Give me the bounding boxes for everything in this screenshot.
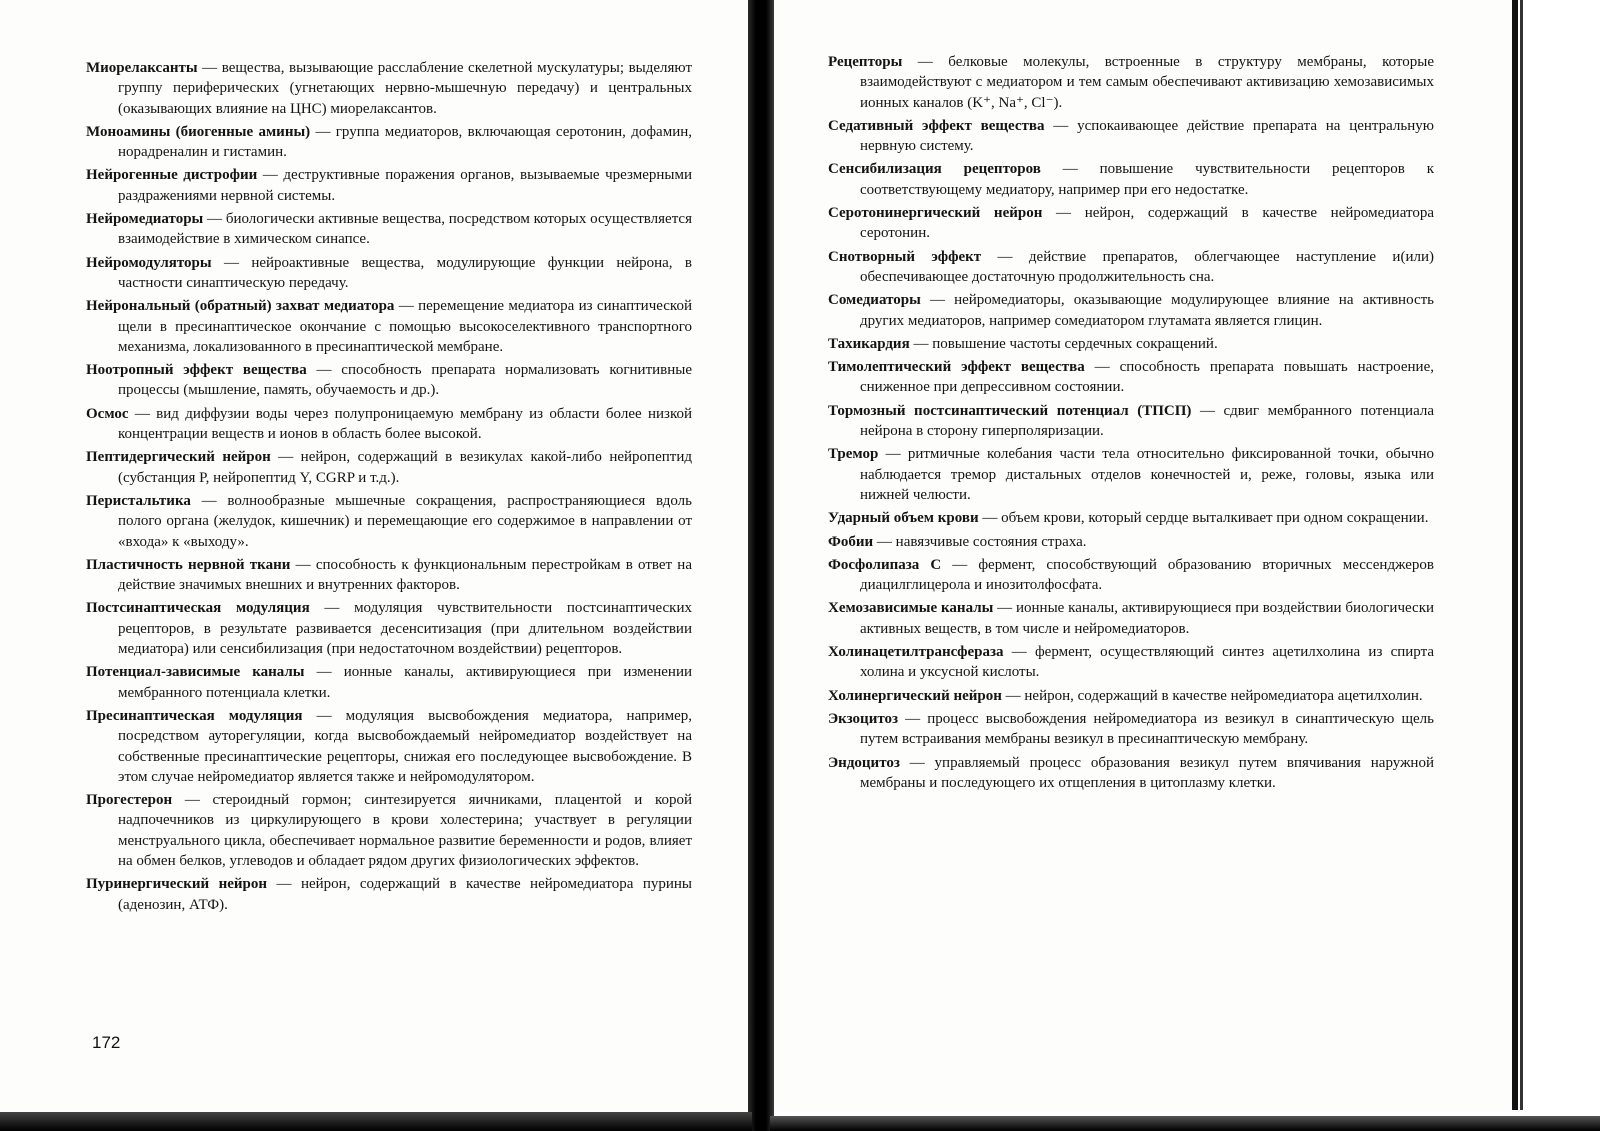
glossary-term: Нейромодуляторы bbox=[86, 254, 212, 271]
glossary-entry bbox=[86, 404, 692, 445]
glossary-entry bbox=[828, 532, 1434, 552]
glossary-entry bbox=[86, 122, 692, 163]
glossary-entry bbox=[86, 209, 692, 250]
glossary-term: Тремор bbox=[828, 446, 879, 463]
glossary-term: Эндоцитоз bbox=[828, 754, 900, 771]
glossary-term: Пресинаптическая модуляция bbox=[86, 707, 303, 724]
glossary-term: Пептидергический нейрон bbox=[86, 449, 271, 466]
glossary-term: Ноотропный эффект вещества bbox=[86, 362, 307, 379]
glossary-term: Пуринергический нейрон bbox=[86, 876, 268, 893]
right-page-edge-shadow bbox=[1512, 0, 1518, 1110]
glossary-definition: — нейрон, содержащий в качестве нейромедиатора серотонин. bbox=[860, 205, 1434, 242]
glossary-term: Осмос bbox=[86, 405, 129, 422]
glossary-term: Нейрональный (обратный) захват медиатора bbox=[86, 298, 395, 315]
glossary-definition: — способность к функциональным перестройкам в ответ на действие значимых внешних и внутренних факторов. bbox=[118, 556, 692, 594]
glossary-definition: — успокаивающее действие препарата на центральную нервную систему. bbox=[860, 117, 1434, 155]
glossary-definition: — модуляция высвобождения медиатора, например, посредством ауторегуляции, когда высвобождаемый нейромедиатор воздействует на собственные пресинаптические рецепторы, снижая его последующее высвобождение. В этом случае нейромедиатор является также и нейромодулятором. bbox=[118, 707, 692, 785]
glossary-definition: — перемещение медиатора из синаптической щели в пресинаптическое окончание с помощью высокоселективного транспортного механизма, локализованного в пресинаптической мембране. bbox=[118, 298, 692, 355]
glossary-definition: — ионные каналы, активирующиеся при воздействии биологически активных веществ, в том числе и нейромедиаторов. bbox=[860, 600, 1435, 637]
glossary-entry bbox=[828, 159, 1434, 200]
glossary-term: Потенциал-зависимые каналы bbox=[86, 664, 305, 681]
glossary-definition: — нейрон, содержащий в везикулах какой-либо нейропептид (субстанция Р, нейропептид Y, CGRP и т.д.). bbox=[118, 449, 692, 486]
glossary-definition: — биологически активные вещества, посредством которых осуществляется взаимодействие в химическом синапсе. bbox=[118, 211, 692, 248]
glossary-definition: — белковые молекулы, встроенные в структуру мембраны, которые взаимодействуют с медиатором и тем самым обеспечивают активизацию хемозависимых ионных каналов (K⁺, Na⁺, Cl⁻). bbox=[860, 54, 1434, 111]
glossary-definition: — фермент, осуществляющий синтез ацетилхолина из спирта холина и уксусной кислоты. bbox=[860, 644, 1434, 681]
glossary-entry bbox=[828, 357, 1434, 398]
glossary-definition: — повышение частоты сердечных сокращений. bbox=[909, 335, 1218, 352]
glossary-definition: — процесс высвобождения нейромедиатора из везикул в синаптическую щель путем встраивания мембраны везикул в пресинаптическую мембрану. bbox=[860, 710, 1434, 748]
glossary-term: Перистальтика bbox=[86, 492, 191, 509]
glossary-definition: — нейрон, содержащий в качестве нейромедиатора пурины (аденозин, АТФ). bbox=[118, 876, 692, 913]
glossary-term: Холинергический нейрон bbox=[828, 687, 1002, 704]
glossary-term: Холинацетилтрансфераза bbox=[828, 644, 1004, 661]
glossary-entry bbox=[828, 709, 1434, 750]
right-page-bottom-edge bbox=[770, 1116, 1600, 1131]
glossary-entry bbox=[86, 598, 692, 659]
glossary-term: Ударный объем крови bbox=[828, 510, 979, 527]
left-page-bottom-edge bbox=[0, 1112, 752, 1131]
glossary-definition: — модуляция чувствительности постсинаптических рецепторов, в результате развивается десенситизация (при длительном воздействии медиатора) или сенсибилизация (при недостаточном воздействии) рецепторов. bbox=[118, 600, 692, 658]
glossary-entry bbox=[828, 52, 1434, 113]
glossary-term: Тимолептический эффект вещества bbox=[828, 359, 1085, 376]
glossary-term: Фобии bbox=[828, 533, 874, 550]
glossary-definition: — вид диффузии воды через полупроницаемую мембрану из области более низкой концентрации веществ и ионов в область более высокой. bbox=[118, 405, 692, 443]
glossary-entry bbox=[86, 253, 692, 294]
glossary-term: Серотонинергический нейрон bbox=[828, 205, 1043, 222]
glossary-entry bbox=[86, 165, 692, 206]
glossary-definition: — навязчивые состояния страха. bbox=[873, 533, 1087, 550]
page-number: 172 bbox=[92, 1033, 121, 1052]
glossary-term: Снотворный эффект bbox=[828, 248, 982, 265]
glossary-entry bbox=[86, 662, 692, 703]
glossary-entry bbox=[828, 247, 1434, 288]
glossary-term: Моноамины (биогенные амины) bbox=[86, 123, 311, 140]
glossary-entry bbox=[828, 508, 1434, 528]
glossary-definition: — группа медиаторов, включающая серотонин, дофамин, норадреналин и гистамин. bbox=[118, 123, 692, 161]
glossary-definition: — управляемый процесс образования везикул путем впячивания наружной мембраны и последующего их отщепления в цитоплазму клетки. bbox=[860, 754, 1434, 791]
glossary-entry bbox=[828, 444, 1434, 505]
glossary-definition: — стероидный гормон; синтезируется яичниками, плацентой и корой надпочечников из циркулирующего в крови холестерина; участвует в регуляции менструального цикла, обеспечивает нормальное развитие беременности и родов, влияет на обмен белков, углеводов и обладает рядом других физиологических эффектов. bbox=[118, 792, 692, 869]
glossary-definition: — нейромедиаторы, оказывающие модулирующее влияние на активность других медиаторов, например сомедиатором глутамата является глицин. bbox=[860, 292, 1434, 329]
glossary-entry bbox=[828, 334, 1434, 354]
glossary-term: Седативный эффект вещества bbox=[828, 117, 1045, 134]
glossary-term: Нейромедиаторы bbox=[86, 211, 204, 228]
glossary-entry bbox=[86, 555, 692, 596]
glossary-term: Сомедиаторы bbox=[828, 292, 921, 309]
book-spine-shadow bbox=[748, 0, 774, 1131]
glossary-entry bbox=[86, 296, 692, 357]
glossary-term: Экзоцитоз bbox=[828, 710, 899, 727]
glossary-entry bbox=[828, 686, 1434, 706]
glossary-term: Постсинаптическая модуляция bbox=[86, 600, 310, 617]
glossary-entry bbox=[828, 290, 1434, 331]
glossary-entry bbox=[86, 790, 692, 871]
glossary-definition: — ритмичные колебания части тела относительно фиксированной точки, обычно наблюдается тремор дистальных отделов конечностей и, реже, головы, языка или нижней челюсти. bbox=[860, 446, 1434, 503]
glossary-definition: — волнообразные мышечные сокращения, распространяющиеся вдоль полого органа (желудок, кишечник) и перемещающие его содержимое в направлении от «входа» к «выходу». bbox=[118, 492, 692, 550]
glossary-entry bbox=[828, 401, 1434, 442]
glossary-term: Прогестерон bbox=[86, 792, 173, 809]
glossary-definition: — способность препарата повышать настроение, сниженное при депрессивном состоянии. bbox=[860, 359, 1434, 396]
glossary-term: Сенсибилизация рецепторов bbox=[828, 161, 1041, 178]
glossary-definition: — сдвиг мембранного потенциала нейрона в сторону гиперполяризации. bbox=[860, 402, 1435, 440]
glossary-definition: — нейрон, содержащий в качестве нейромедиатора ацетилхолин. bbox=[1001, 687, 1423, 704]
glossary-term: Пластичность нервной ткани bbox=[86, 556, 291, 573]
glossary-definition: — действие препаратов, облегчающее наступление и(или) обеспечивающее достаточную продолжительность сна. bbox=[860, 248, 1434, 285]
glossary-definition: — способность препарата нормализовать когнитивные процессы (мышление, память, обучаемость и др.). bbox=[118, 362, 692, 399]
glossary-definition: — вещества, вызывающие расслабление скелетной мускулатуры; выделяют группу периферических (угнетающих нервно-мышечную передачу) и центральных (оказывающих влияние на ЦНС) миорелаксантов. bbox=[118, 60, 692, 117]
glossary-definition: — деструктивные поражения органов, вызываемые чрезмерными раздражениями нервной системы. bbox=[118, 167, 692, 204]
glossary-term: Рецепторы bbox=[828, 54, 903, 70]
glossary-term: Фосфолипаза С bbox=[828, 556, 942, 573]
glossary-definition: — нейроактивные вещества, модулирующие функции нейрона, в частности синаптическую передачу. bbox=[118, 254, 692, 291]
glossary-term: Тахикардия bbox=[828, 335, 910, 352]
glossary-term: Миорелаксанты bbox=[86, 60, 198, 76]
glossary-entry bbox=[828, 598, 1434, 639]
glossary-entry bbox=[828, 203, 1434, 244]
right-glossary-column bbox=[828, 52, 1434, 796]
glossary-definition: — объем крови, который сердце выталкивает при одном сокращении. bbox=[978, 510, 1429, 527]
glossary-entry bbox=[828, 555, 1434, 596]
glossary-entry bbox=[86, 874, 692, 915]
glossary-term: Хемозависимые каналы bbox=[828, 600, 994, 617]
glossary-term: Нейрогенные дистрофии bbox=[86, 167, 258, 184]
glossary-entry bbox=[828, 642, 1434, 683]
glossary-definition: — фермент, способствующий образованию вторичных мессенджеров диацилглицерола и инозитолфосфата. bbox=[860, 556, 1434, 594]
glossary-entry bbox=[828, 753, 1434, 794]
glossary-definition: — ионные каналы, активирующиеся при изменении мембранного потенциала клетки. bbox=[118, 664, 692, 701]
glossary-entry bbox=[86, 58, 692, 119]
right-page-edge-line bbox=[1520, 0, 1523, 1110]
glossary-entry bbox=[828, 116, 1434, 157]
glossary-entry bbox=[86, 447, 692, 488]
glossary-entry bbox=[86, 706, 692, 787]
glossary-entry bbox=[86, 360, 692, 401]
glossary-definition: — повышение чувствительности рецепторов к соответствующему медиатору, например при его недостатке. bbox=[860, 161, 1435, 198]
glossary-term: Тормозный постсинаптический потенциал (ТПСП) bbox=[828, 402, 1192, 419]
glossary-entry bbox=[86, 491, 692, 552]
left-glossary-column bbox=[86, 58, 692, 918]
